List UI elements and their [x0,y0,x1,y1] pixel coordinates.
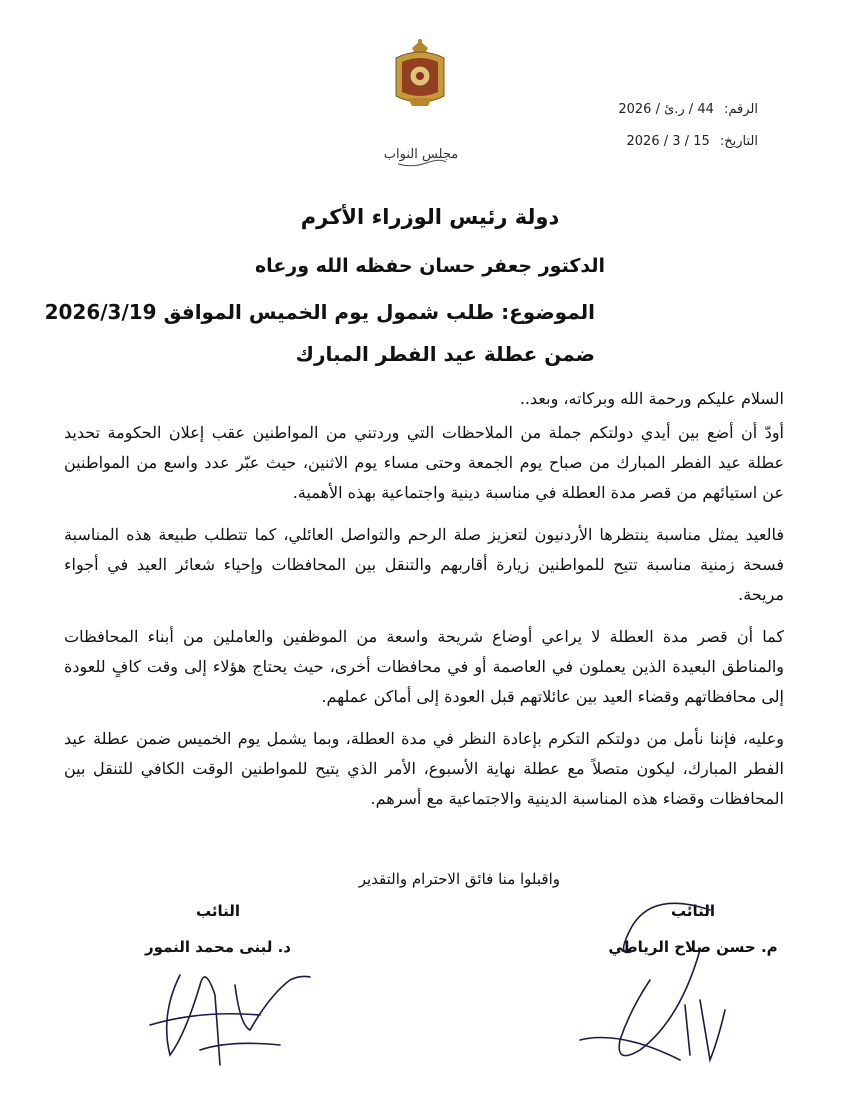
date-value: 15 / 3 / 2026 [626,134,710,149]
handwritten-signature-left [140,955,320,1075]
council-name-calligraphy [383,130,459,172]
addressee-title: دولة رئيس الوزراء الأكرم [300,205,560,229]
signature-block-left [128,902,308,956]
closing-line: واقبلوا منا فائق الاحترام والتقدير [358,870,560,888]
paragraph-4: وعليه، فإننا نأمل من دولتكم التكرم بإعادة النظر في مدة العطلة، وبما يشمل يوم الخميس ضمن عطلة عيد الفطر المبارك، ليكون متصلاً مع عطلة نهاية الأسبوع، الأمر الذي يتيح للمواطنين الوقت الكافي للتنقل بين المحافظات وقضاء هذه المناسبة الدينية والاجتماعية مع أسرهم. [64,729,784,808]
reference-value: 44 / ر.ئ / 2026 [618,102,714,117]
council-name: مجلس النواب [383,147,459,162]
date-label: التاريخ: [719,134,758,149]
handwritten-signature-right [560,890,730,1080]
subject-line-continued: ضمن عطلة عيد الفطر المبارك [295,342,595,366]
signatory-title: النائب [195,902,241,920]
jordan-coat-of-arms-icon [390,38,450,110]
date-row [528,126,758,158]
reference-number-row [528,94,758,126]
letter-body [64,384,784,826]
addressee-name: الدكتور جعفر حسان حفظه الله ورعاه [254,255,606,277]
reference-label: الرقم: [724,102,758,117]
paragraph-1: أودّ أن أضع بين أيدي دولتكم جملة من الملاحظات التي وردتني من المواطنين عقب إعلان الحكومة تحديد عطلة عيد الفطر المبارك من صباح يوم الجمعة وحتى مساء يوم الاثنين، حيث عبّر عدد واسع من المواطنين عن استيائهم من قصر مدة العطلة في مناسبة دينية واجتماعية بهذه الأهمية. [64,423,785,502]
reference-block [528,94,758,158]
signatory-name: م. حسن صلاح الرياطي [608,938,778,956]
signatory-name: د. لبنى محمد النمور [145,938,291,956]
greeting: السلام عليكم ورحمة الله وبركاته، وبعد.. [519,389,784,408]
signatory-title: النائب [670,902,716,920]
subject-line: الموضوع: طلب شمول يوم الخميس الموافق 2026/3/19 [44,300,595,324]
paragraph-3: كما أن قصر مدة العطلة لا يراعي أوضاع شريحة واسعة من الموظفين والعاملين من أبناء المحافظات والمناطق البعيدة الذين يعملون في العاصمة أو في محافظات أخرى، حيث يحتاج هؤلاء إلى وقت كافٍ للعودة إلى محافظاتهم وقضاء العيد بين عائلاتهم قبل العودة إلى أماكن عملهم. [64,627,784,706]
paragraph-2: فالعيد يمثل مناسبة ينتظرها الأردنيون لتعزيز صلة الرحم والتواصل العائلي، كما تتطلب طبيعة هذه المناسبة فسحة زمنية مناسبة تتيح للمواطنين زيارة أقاربهم والتنقل بين المحافظات وإحياء شعائر العيد في أجواء مريحة. [64,525,784,604]
